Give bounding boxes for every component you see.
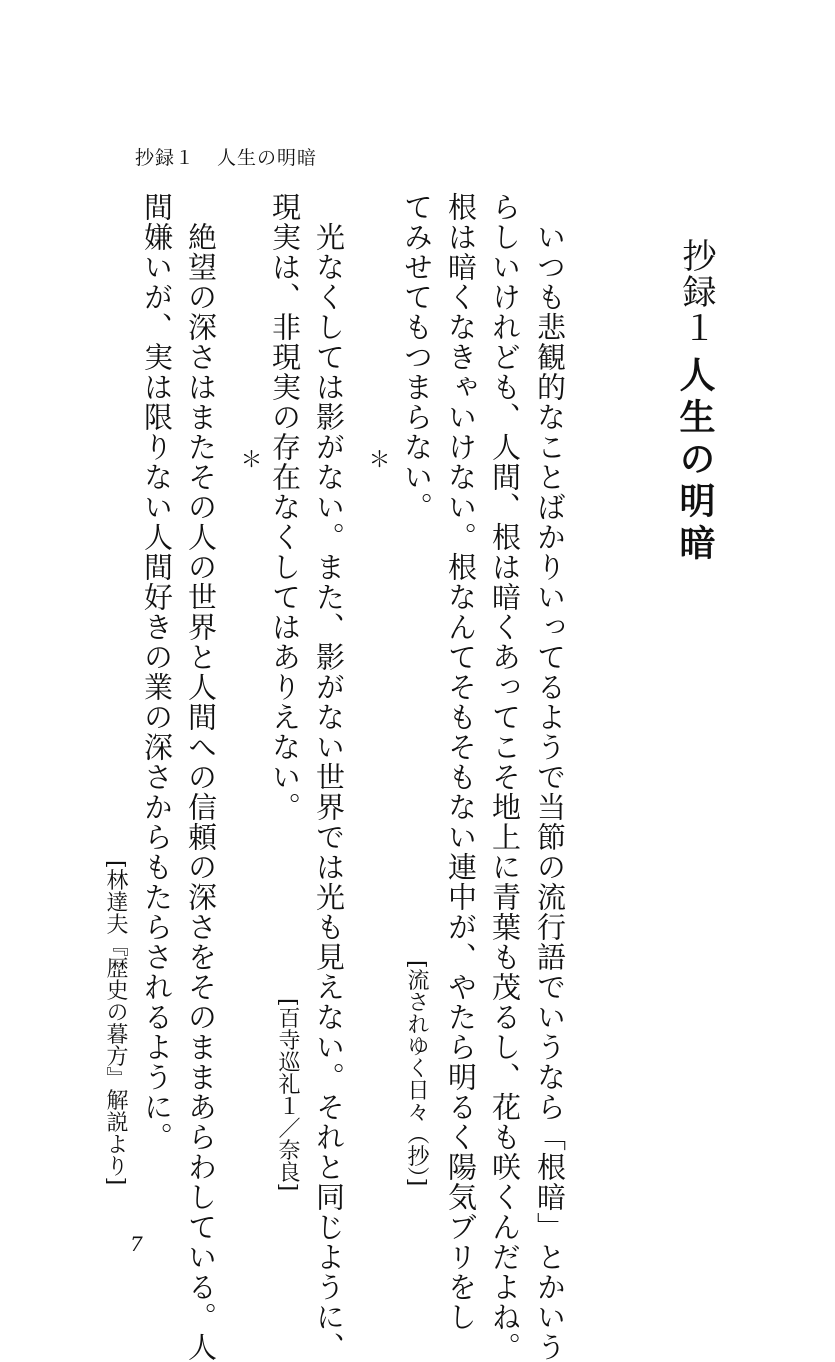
body-line: 光なくしては影がない。また、影がない世界では光も見えない。それと同じように、 [312, 222, 346, 1362]
section-separator: ＊ [365, 448, 390, 470]
section-separator: ＊ [237, 448, 262, 470]
running-head [135, 143, 317, 170]
body-line: いつも悲観的なことばかりいってるようで当節の流行語でいうなら「根暗」とかいう [533, 222, 567, 1362]
body-line: らしいけれども、人間、根は暗くあってこそ地上に青葉も茂るし、花も咲くんだよね。 [488, 192, 522, 1362]
page-number: 7 [130, 1232, 143, 1256]
running-head-title: 人生の明暗 [217, 147, 318, 169]
body-line: 間嫌いが、実は限りない人間好きの業の深さからもたらされるように。 [140, 192, 174, 1152]
body-line: 根は暗くなきゃいけない。根なんてそもそもない連中が、やたら明るく陽気ブリをし [444, 192, 478, 1332]
running-head-number: 抄録１ [135, 147, 196, 169]
body-line: てみせてもつまらない。 [400, 192, 434, 522]
body-line: 現実は、非現実の存在なくしてはありえない。 [268, 192, 302, 822]
chapter-title: 人生の明暗 [674, 356, 716, 566]
source-citation: [林達夫『歴史の暮方』解説より] [103, 860, 128, 1186]
body-line: 絶望の深さはまたその人の世界と人間への信頼の深さをそのままあらわしている。人 [184, 222, 218, 1362]
chapter-label: 抄録１ [676, 238, 716, 346]
source-citation: [百寺巡礼１／奈良] [275, 998, 300, 1192]
source-citation: [流されゆく日々（抄）] [404, 960, 429, 1187]
